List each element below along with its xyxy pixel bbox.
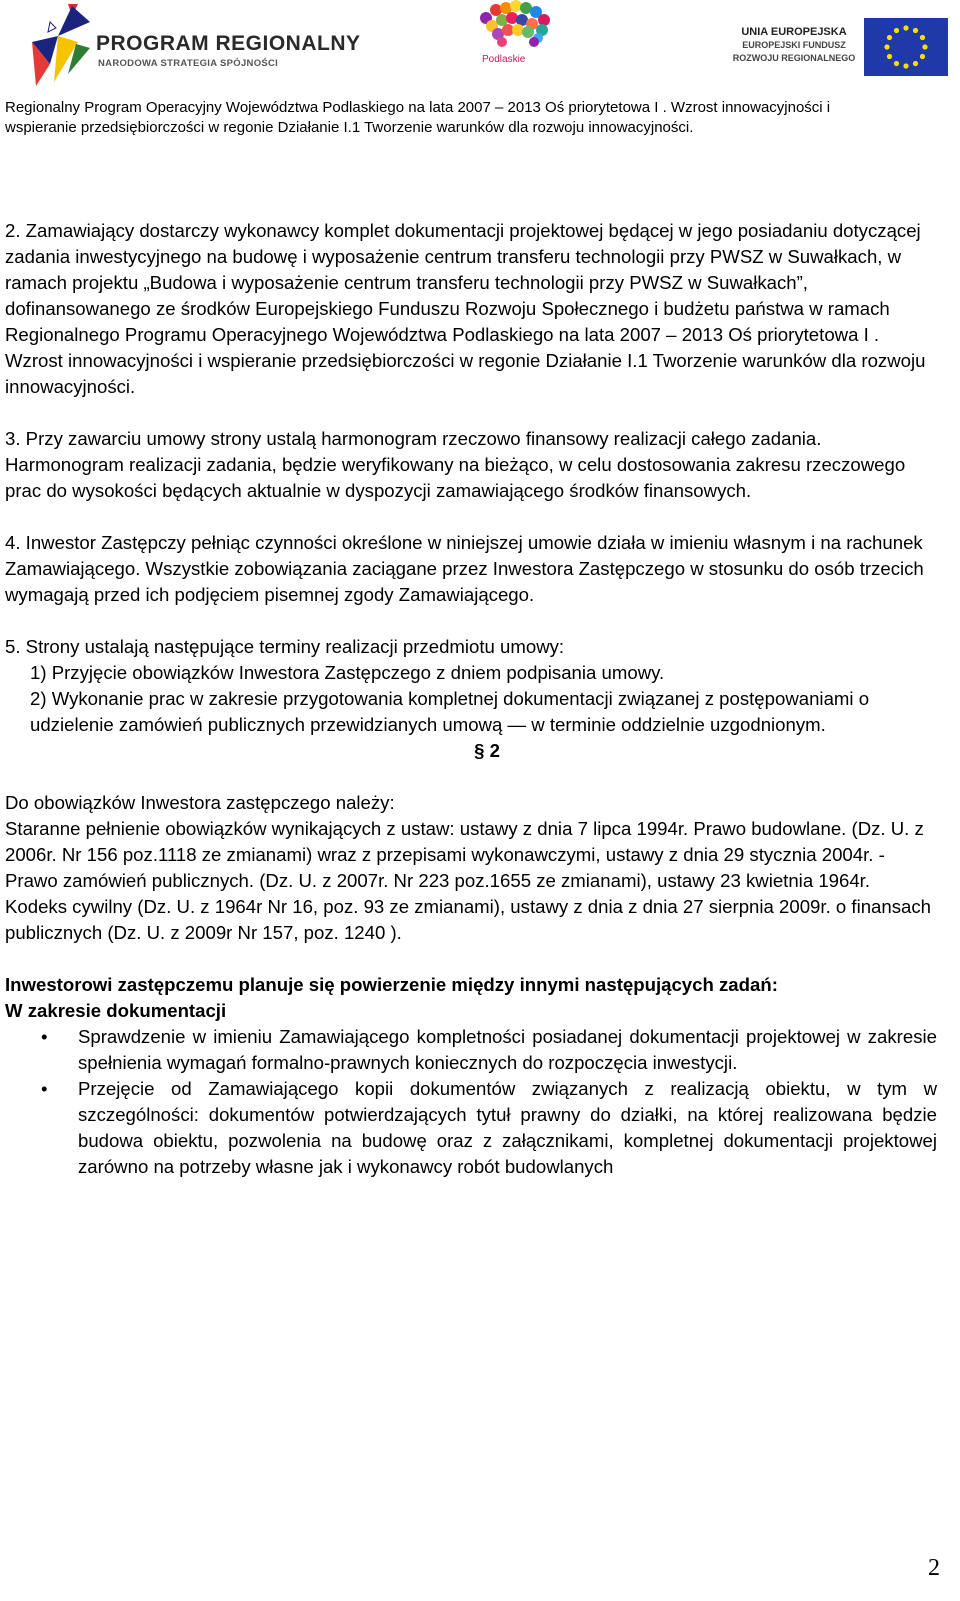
list-item bbox=[5, 1076, 937, 1180]
page-number: 2 bbox=[928, 1555, 940, 1581]
paragraph-5: 5. Strony ustalają następujące terminy realizacji przedmiotu umowy: bbox=[5, 636, 565, 657]
tasks-heading: Inwestorowi zastępczemu planuje się powierzenie między innymi następujących zadań: bbox=[5, 974, 778, 995]
paragraph-5-item-1: 1) Przyjęcie obowiązków Inwestora Zastępczego z dniem podpisania umowy. bbox=[30, 662, 665, 683]
section-mark: § 2 bbox=[474, 740, 500, 761]
documentation-heading: W zakresie dokumentacji bbox=[5, 1000, 227, 1021]
program-regionalny-subtitle: NARODOWA STRATEGIA SPÓJNOŚCI bbox=[98, 58, 279, 69]
eu-flag-icon bbox=[864, 18, 948, 76]
paragraph-4: 4. Inwestor Zastępczy pełniąc czynności określone w niniejszej umowie działa w imieniu własnym i na rachunek Zamawiającego. Wszystkie zobowiązania zaciągane przez Inwestora Zastępczego w stosunku do osób trzecich wymagają przed ich podjęciem pisemnej zgody Zamawiającego. bbox=[5, 532, 924, 605]
eu-logo bbox=[724, 18, 960, 78]
list-item bbox=[5, 1024, 937, 1076]
bullet-icon: • bbox=[41, 1026, 48, 1047]
paragraph-2: 2. Zamawiający dostarczy wykonawcy komplet dokumentacji projektowej będącej w jego posiadaniu dotyczącej zadania inwestycyjnego na budowę i wyposażenie centrum transferu technologii przy PWSZ w Suwałkach, w ramach projektu „Budowa i wyposażenie centrum transferu technologii przy PWSZ w Suwałkach”, dofinansowanego ze środków Europejskiego Funduszu Rozwoju Społecznego i budżetu państwa w ramach Regionalnego Programu Operacyjnego Województwa Podlaskiego na lata 2007 – 2013 Oś priorytetowa I . Wzrost innowacyjności i wspieranie przedsiębiorczości w regonie Działanie I.1 Tworzenie warunków dla rozwoju innowacyjności. bbox=[5, 220, 926, 397]
list-item-text: Sprawdzenie w imieniu Zamawiającego kompletności posiadanej dokumentacji projektowej w zakresie spełnienia wymagań formalno-prawnych koniecznych do rozpoczęcia inwestycji. bbox=[78, 1026, 937, 1073]
podlaskie-label: Podlaskie bbox=[482, 54, 526, 65]
header-caption bbox=[5, 98, 945, 138]
paragraph-5-item-2: 2) Wykonanie prac w zakresie przygotowania kompletnej dokumentacji związanej z postępowaniami o udzielenie zamówień publicznych przewidzianych umową — w terminie oddzielnie uzgodnionym. bbox=[30, 688, 870, 735]
program-regionalny-emblem bbox=[28, 2, 92, 88]
header-caption-line1: Regionalny Program Operacyjny Województwa Podlaskiego na lata 2007 – 2013 Oś priorytetowa I . Wzrost innowacyjności i bbox=[5, 99, 831, 116]
eu-logo-text bbox=[724, 26, 864, 65]
header-logos bbox=[0, 0, 960, 95]
program-regionalny-title: PROGRAM REGIONALNY bbox=[96, 32, 361, 55]
paragraph-3: 3. Przy zawarciu umowy strony ustalą harmonogram rzeczowo finansowy realizacji całego zadania. Harmonogram realizacji zadania, będzie weryfikowany na bieżąco, w celu dostosowania zakresu rzeczowego prac do wysokości będących aktualnie w dyspozycji zamawiającego środków finansowych. bbox=[5, 428, 906, 501]
header-caption-line2: wspieranie przedsiębiorczości w regonie Działanie I.1 Tworzenie warunków dla rozwoju innowacyjności. bbox=[5, 119, 694, 136]
bullet-icon: • bbox=[41, 1078, 48, 1099]
program-regionalny-logo bbox=[28, 2, 361, 90]
eu-logo-line1: UNIA EUROPEJSKA bbox=[741, 26, 847, 38]
documentation-task-list bbox=[5, 1024, 937, 1180]
duties-heading: Do obowiązków Inwestora zastępczego należy: bbox=[5, 792, 395, 813]
eu-logo-line3: ROZWOJU REGIONALNEGO bbox=[732, 53, 856, 63]
list-item-text: Przejęcie od Zamawiającego kopii dokumentów związanych z realizacją obiektu, w tym w szczególności: dokumentów potwierdzających tytuł prawny do działki, na której realizowana będzie budowa obiektu, pozwolenia na budowę oraz z załącznikami, kompletnej dokumentacji projektowej zarówno na potrzeby własne jak i wykonawcy robót budowlanych bbox=[78, 1078, 937, 1177]
duties-text: Staranne pełnienie obowiązków wynikających z ustaw: ustawy z dnia 7 lipca 1994r. Prawo budowlane. (Dz. U. z 2006r. Nr 156 poz.1118 ze zmianami) wraz z przepisami wykonawczymi, ustawy z dnia 29 stycznia 2004r. - Prawo zamówień publicznych. (Dz. U. z 2007r. Nr 223 poz.1655 ze zmianami), ustawy 23 kwietnia 1964r. Kodeks cywilny (Dz. U. z 1964r Nr 16, poz. 93 ze zmianami), ustawy z dnia z dnia 27 sierpnia 2009r. o finansach publicznych (Dz. U. z 2009r Nr 157, poz. 1240 ). bbox=[5, 818, 932, 943]
eu-logo-line2: EUROPEJSKI FUNDUSZ bbox=[742, 40, 846, 50]
document-body bbox=[5, 218, 937, 1180]
